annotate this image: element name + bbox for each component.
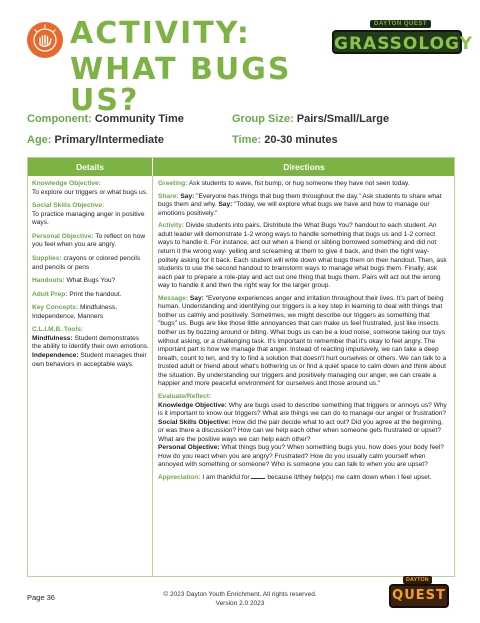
adult-prep: Adult Prep: Print the handout. bbox=[32, 290, 122, 298]
share-section: Share: Say: "Everyone has things that bug them throughout the day." Ask students to share what bugs them and why. Say: "Today, we will explore what bugs we have and how to manage our emotions positively." bbox=[158, 192, 442, 217]
badge-main-text: QUEST bbox=[389, 584, 449, 608]
climb-tools: C.L.I.M.B. Tools: Mindfulness: Student demonstrates the ability to identify their own emotions. Independence: Student manages their own behaviors in acceptable ways. bbox=[32, 326, 149, 368]
directions-header: Directions bbox=[283, 162, 325, 172]
activity-meta bbox=[27, 113, 457, 155]
social-objective: Social Skills Objective: To practice managing anger in positive ways. bbox=[32, 202, 145, 227]
key-concepts: Key Concepts: Mindfulness, Independence, Manners bbox=[32, 304, 118, 320]
knowledge-objective: Knowledge Objective: To explore our triggers or what bugs us. bbox=[32, 180, 148, 196]
logo-main-text: GRASSOLOGY bbox=[332, 30, 462, 54]
group-size-info: Group Size: Pairs/Small/Large bbox=[232, 113, 390, 125]
activity-table bbox=[27, 157, 455, 577]
title-line-1: ACTIVITY: bbox=[70, 16, 251, 51]
page-footer bbox=[0, 577, 480, 623]
time-info: Time: 20-30 minutes bbox=[232, 134, 338, 146]
activity-section: Activity: Divide students into pairs. Distribute the What Bugs You? handout to each student. An adult leader will demonstrate 1-2 wrong ways to handle something that bugs us and 1-2 correct ways to handle it. For instance, act out when a friend or sibling borrowed something and did not return it the wrong way- yelling and screaming at them to give it back, and then the right way- politely asking for it back. Each student will write down what bugs them on their handout. Then, ask students to use the second handout to brainstorm ways to manage what bugs them. Finally, ask each pair to prepare a role-play and act out one thing that bugs them. Pairs will act out the wrong way to handle it and then the right way for the larger group. bbox=[158, 222, 447, 290]
supplies: Supplies: crayons or colored pencils and pencils or pens bbox=[32, 254, 141, 271]
directions-column bbox=[154, 176, 454, 576]
page-number: Page 36 bbox=[27, 593, 55, 602]
dayton-quest-logo bbox=[389, 576, 449, 610]
details-header: Details bbox=[28, 158, 153, 176]
fill-in-blank bbox=[251, 478, 265, 479]
logo-sub-text: DAYTON QUEST bbox=[370, 20, 431, 28]
handouts: Handouts: What Bugs You? bbox=[32, 277, 116, 285]
page-header bbox=[0, 0, 480, 118]
details-column bbox=[28, 176, 153, 576]
greeting-section: Greeting: Ask students to wave, fist bump, or hug someone they have not seen today. bbox=[158, 180, 410, 187]
title-line-2: WHAT BUGS US? bbox=[70, 51, 292, 118]
evaluate-section: Evaluate/Reflect: Knowledge Objective: Why are bugs used to describe something that triggers or annoys us? Why is it important to know our triggers? What are things we can do to manage our anger or frustration? Social Skills Objective: How did the pair decide what to act out? Did you agree at the beginning, or was there a discussion? How can we help each other when someone gets frustrated or upset? What are the positive ways we can help each other? Personal Objective: What things bug you? When something bugs you, how does your body feel? How do you react when you are angry? Frustrated? How do you usually calm yourself when annoyed with something or someone? Who is someone you can talk to when you are upset? bbox=[158, 392, 447, 469]
personal-objective: Personal Objective: To reflect on how you feel when you are angry. bbox=[32, 232, 146, 249]
hand-sparkle-icon bbox=[27, 22, 63, 58]
copyright: © 2023 Dayton Youth Enrichment. All rights reserved. Version 2.0 2023 bbox=[163, 591, 317, 607]
message-section: Message: Say: "Everyone experiences anger and irritation throughout their lives. It's part of being human. Understanding and identifying our triggers is a key step in learning to deal with things that bother us calmly and positively. Sometimes, we might describe our triggers as something that "bugs" us. Bugs are like those little annoyances that can make us feel frustrated, just like insects bother us by buzzing around or biting. What bugs us can be a loud noise, someone taking our toys without asking, or a challenging task. It's important to remember that it's okay to feel angry. The important part is how we manage that anger. Instead of reacting impulsively, we can take a deep breath, count to ten, and try to find a solution that doesn't hurt ourselves or others. We can talk to a trusted adult or friend about what's bothering us or find a quiet space to calm down and think about the situation. By understanding our triggers and positively managing our anger, we can create a happier and more peaceful environment for ourselves and those around us." bbox=[158, 294, 447, 388]
page-title bbox=[70, 18, 310, 117]
badge-sub-text: DAYTON bbox=[403, 576, 432, 584]
age-info: Age: Primary/Intermediate bbox=[27, 134, 164, 146]
component-info: Component: Community Time bbox=[27, 113, 184, 125]
appreciation-section: Appreciation: I am thankful for because it/they help(s) me calm down when I feel upset. bbox=[158, 474, 432, 481]
grassology-logo bbox=[332, 21, 473, 56]
table-header bbox=[28, 158, 454, 176]
